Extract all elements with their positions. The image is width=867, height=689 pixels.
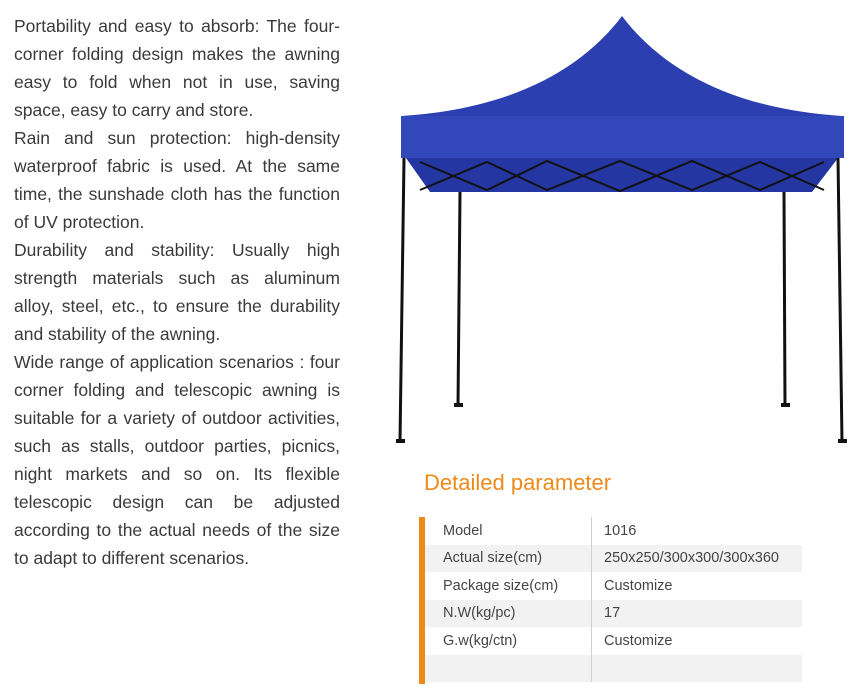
param-label: N.W(kg/pc) bbox=[425, 600, 592, 628]
param-value bbox=[592, 655, 803, 683]
param-value: 1016 bbox=[604, 522, 637, 539]
param-label: Model bbox=[425, 517, 592, 545]
product-description bbox=[14, 12, 340, 572]
param-value: 250x250/300x300/300x360 bbox=[592, 545, 803, 573]
tent-product-image bbox=[392, 14, 852, 450]
table-row bbox=[425, 600, 802, 628]
description-paragraph-portability: Portability and easy to absorb: The four-corner folding design makes the awning easy to fold when not in use, saving space, easy to carry and store. bbox=[14, 16, 340, 120]
table-row bbox=[425, 655, 802, 683]
tent-legs bbox=[400, 158, 842, 442]
description-paragraph-protection: Rain and sun protection: high-density waterproof fabric is used. At the same time, the sunshade cloth has the function of UV protection. bbox=[14, 128, 340, 232]
table-row bbox=[425, 627, 802, 655]
tent-underside bbox=[406, 158, 838, 192]
parameter-section-title: Detailed parameter bbox=[424, 470, 612, 495]
description-paragraph-applications: Wide range of application scenarios : four corner folding and telescopic awning is suitable for a variety of outdoor activities, such as stalls, outdoor parties, picnics, night markets and so on. Its flexible telescopic design can be adjusted according to the actual needs of the size to adapt to different scenarios. bbox=[14, 352, 340, 568]
table-row bbox=[425, 545, 802, 573]
tent-roof bbox=[402, 16, 842, 120]
table-row bbox=[425, 572, 802, 600]
param-value: 17 bbox=[592, 600, 803, 628]
param-label bbox=[425, 655, 592, 683]
tent-feet bbox=[396, 403, 847, 443]
tent-valance bbox=[401, 116, 844, 158]
param-label: Actual size(cm) bbox=[425, 545, 592, 573]
param-label: G.w(kg/ctn) bbox=[425, 627, 592, 655]
parameter-table bbox=[425, 517, 802, 682]
param-value: Customize bbox=[604, 577, 673, 594]
param-label: Package size(cm) bbox=[425, 572, 592, 600]
param-value: Customize bbox=[604, 632, 673, 649]
table-row bbox=[425, 517, 802, 545]
description-paragraph-durability: Durability and stability: Usually high strength materials such as aluminum alloy, steel, etc., to ensure the durability and stability of the awning. bbox=[14, 240, 340, 344]
